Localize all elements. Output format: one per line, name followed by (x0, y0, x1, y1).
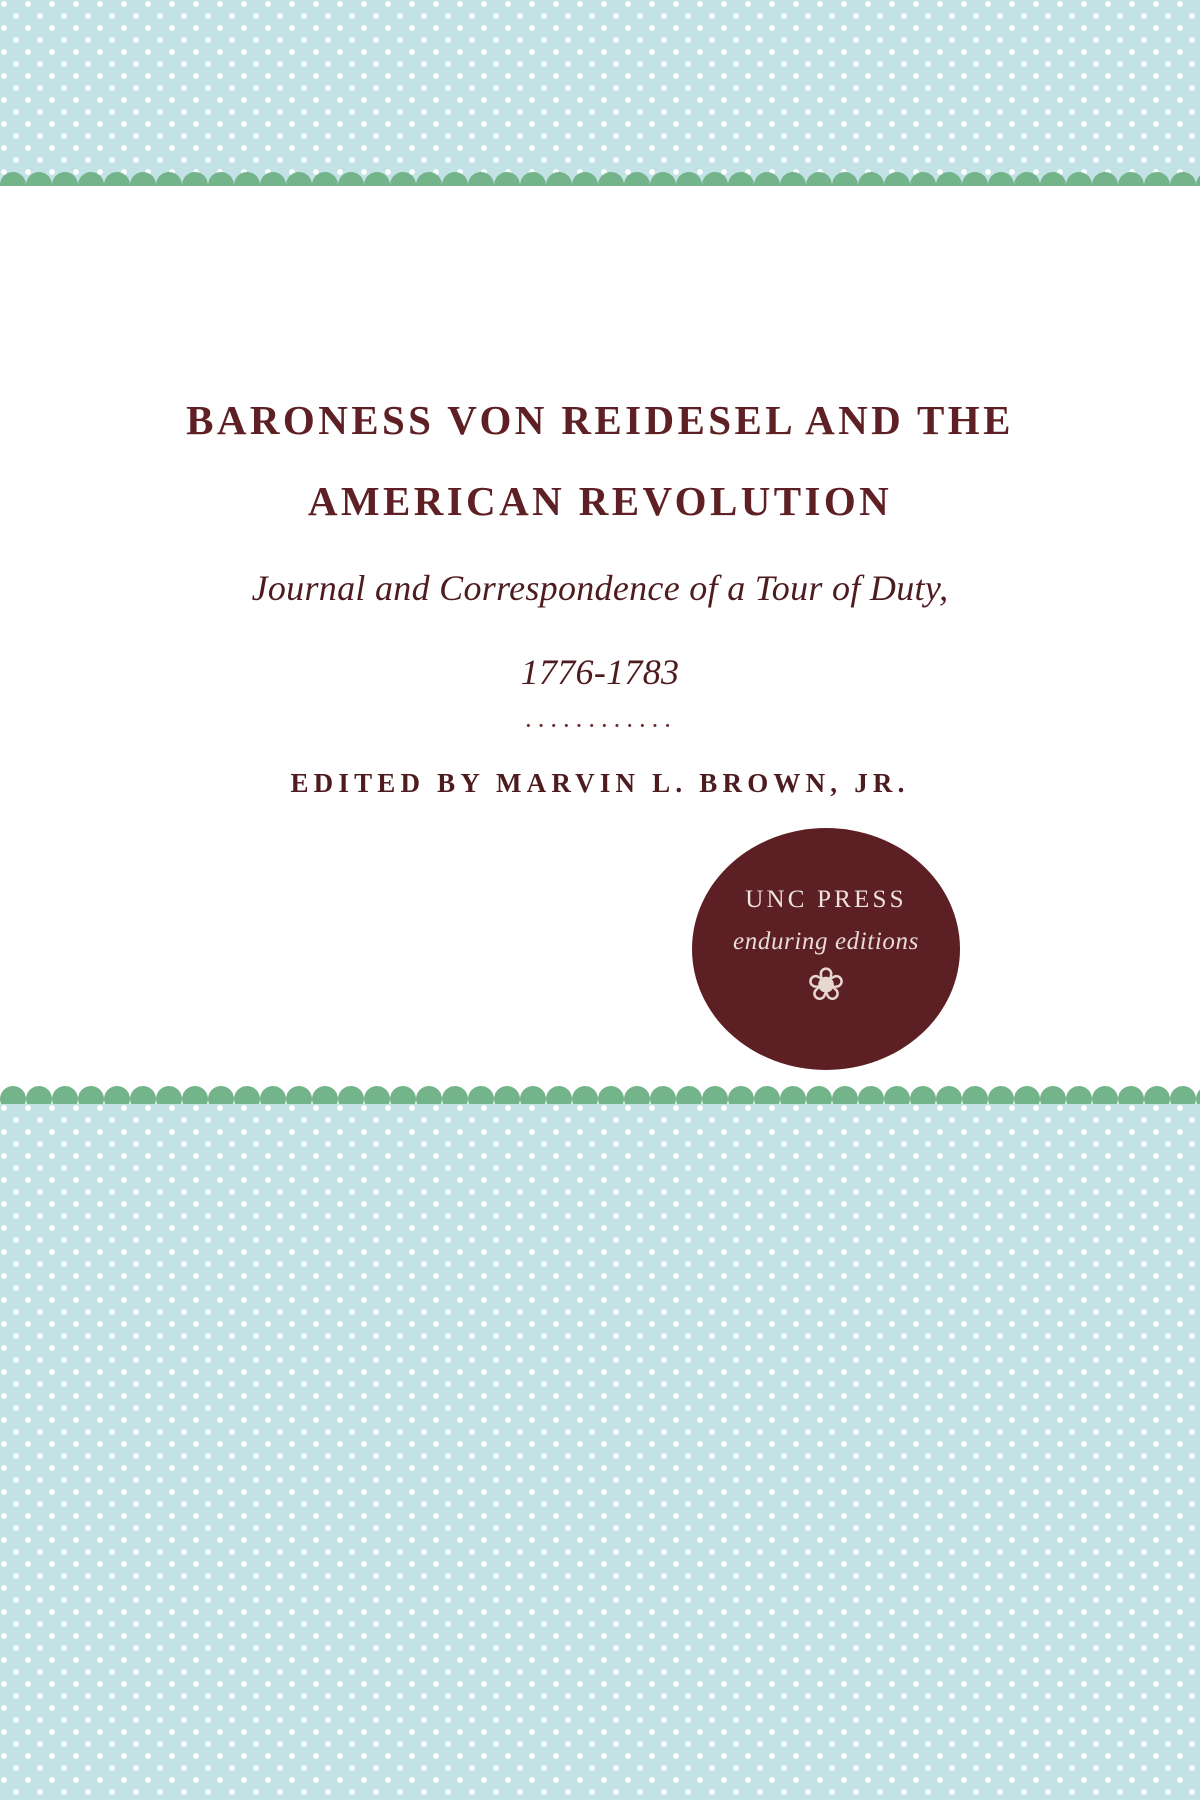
editor-credit: EDITED BY MARVIN L. BROWN, JR. (290, 768, 910, 798)
publisher-name: UNC PRESS (745, 886, 907, 913)
flourish-icon: ❀ (806, 959, 846, 1010)
series-name: enduring editions (733, 928, 919, 955)
bottom-dotted-panel (0, 1104, 1200, 1800)
top-dotted-panel (0, 0, 1200, 186)
subtitle-line-2: 1776-1783 (520, 652, 680, 692)
page-title-line-2: AMERICAN REVOLUTION (307, 478, 893, 524)
dotted-ornament-divider: ············ (524, 711, 676, 740)
title-block (0, 397, 1200, 799)
page-title-line-1: BARONESS VON REIDESEL AND THE (186, 397, 1014, 443)
subtitle-line-1: Journal and Correspondence of a Tour of Duty, (251, 568, 949, 608)
publisher-seal (692, 828, 960, 1070)
